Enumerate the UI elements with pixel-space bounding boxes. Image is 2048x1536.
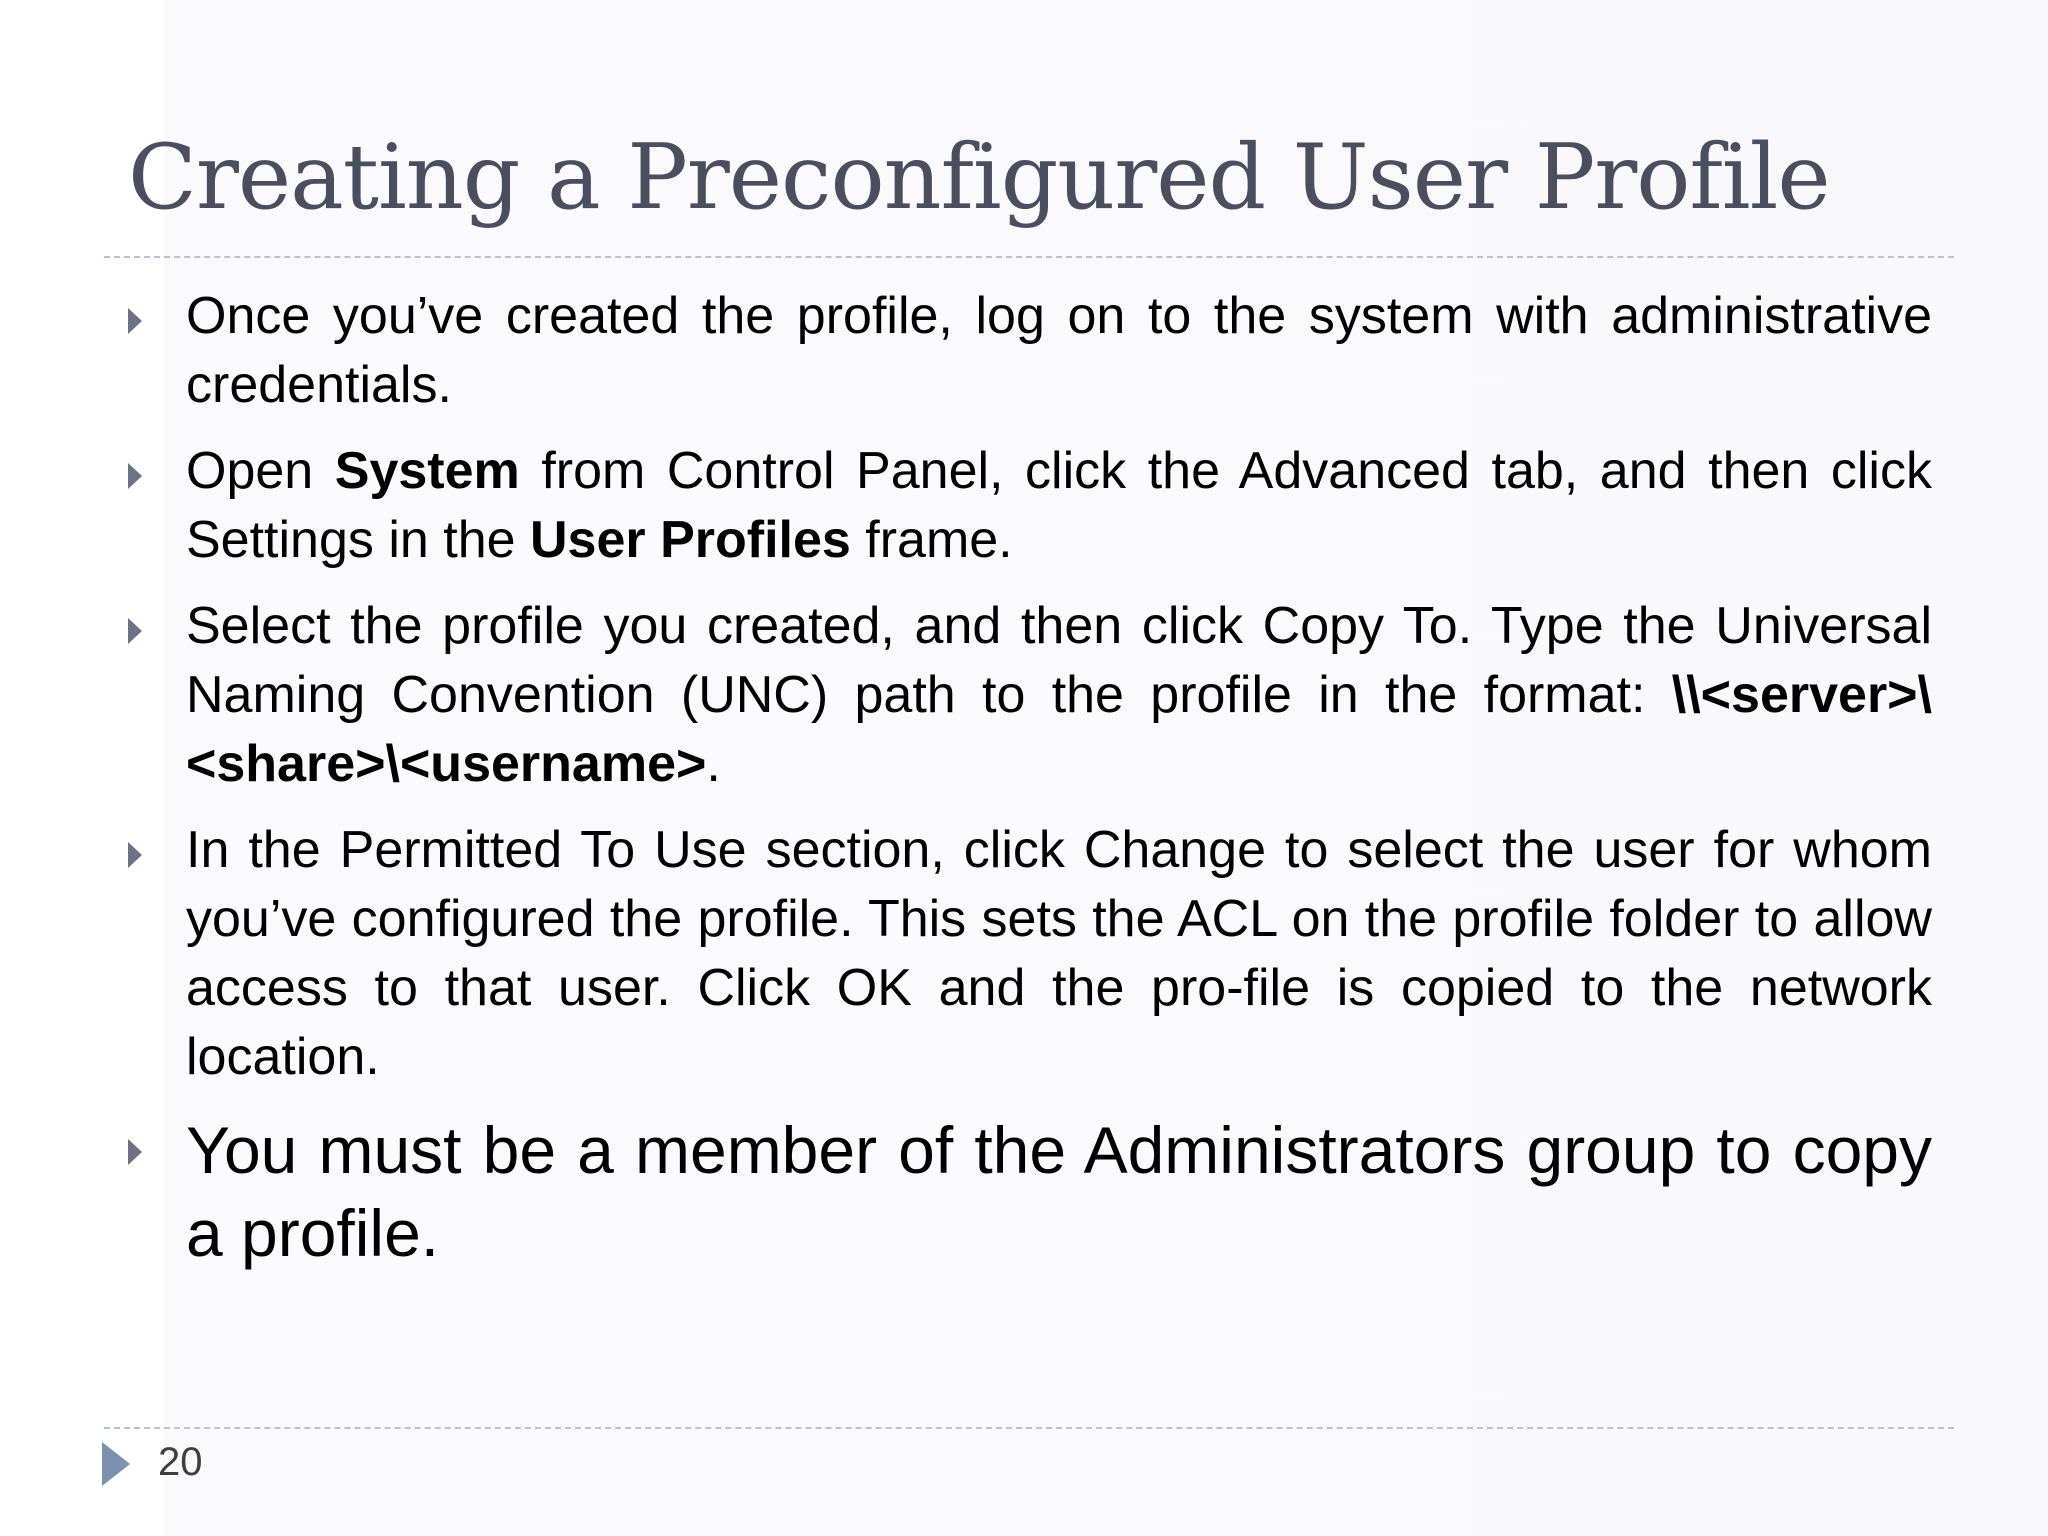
bullet-arrow-icon <box>128 842 142 868</box>
bullet-text: You must be a member of the Administrators group to copy a profile. <box>186 1113 1932 1270</box>
slide-title: Creating a Preconfigured User Profile <box>128 125 1830 230</box>
bullet-item <box>120 816 1932 1092</box>
bullet-text: Once you’ve created the profile, log on to the system with administrative credentials. <box>186 287 1932 414</box>
bullet-text-part: frame. <box>850 511 1013 569</box>
bullet-text-part: from Control Panel, click the Advanced tab, and then click Settings in the <box>186 442 1932 569</box>
bullet-text-part: . <box>706 735 721 793</box>
bullet-arrow-icon <box>128 463 142 489</box>
footer-divider <box>104 1427 1954 1429</box>
bullet-text: In the Permitted To Use section, click Change to select the user for whom you’ve configured the profile. This sets the ACL on the profile folder to allow access to that user. Click OK and the pro-file is copied to the network location. <box>186 821 1932 1086</box>
bullet-arrow-icon <box>128 1139 142 1165</box>
title-divider <box>104 256 1954 258</box>
bullet-bold-text: \\<server>\<share>\<username> <box>186 666 1932 793</box>
bullet-bold-text: User Profiles <box>530 511 851 569</box>
bullet-arrow-icon <box>128 308 142 334</box>
bullet-text-part: Select the profile you created, and then click Copy To. Type the Universal Naming Convention (UNC) path to the profile in the format: <box>186 597 1932 724</box>
bullet-arrow-icon <box>128 618 142 644</box>
footer-arrow-icon <box>102 1442 130 1486</box>
bullet-item <box>120 437 1932 575</box>
bullet-list <box>120 282 1932 1292</box>
bullet-item <box>120 1109 1932 1275</box>
bullet-item <box>120 592 1932 799</box>
bullet-text-part: Open <box>186 442 335 500</box>
bullet-bold-text: System <box>334 442 520 500</box>
bullet-item <box>120 282 1932 420</box>
page-number: 20 <box>158 1440 203 1484</box>
